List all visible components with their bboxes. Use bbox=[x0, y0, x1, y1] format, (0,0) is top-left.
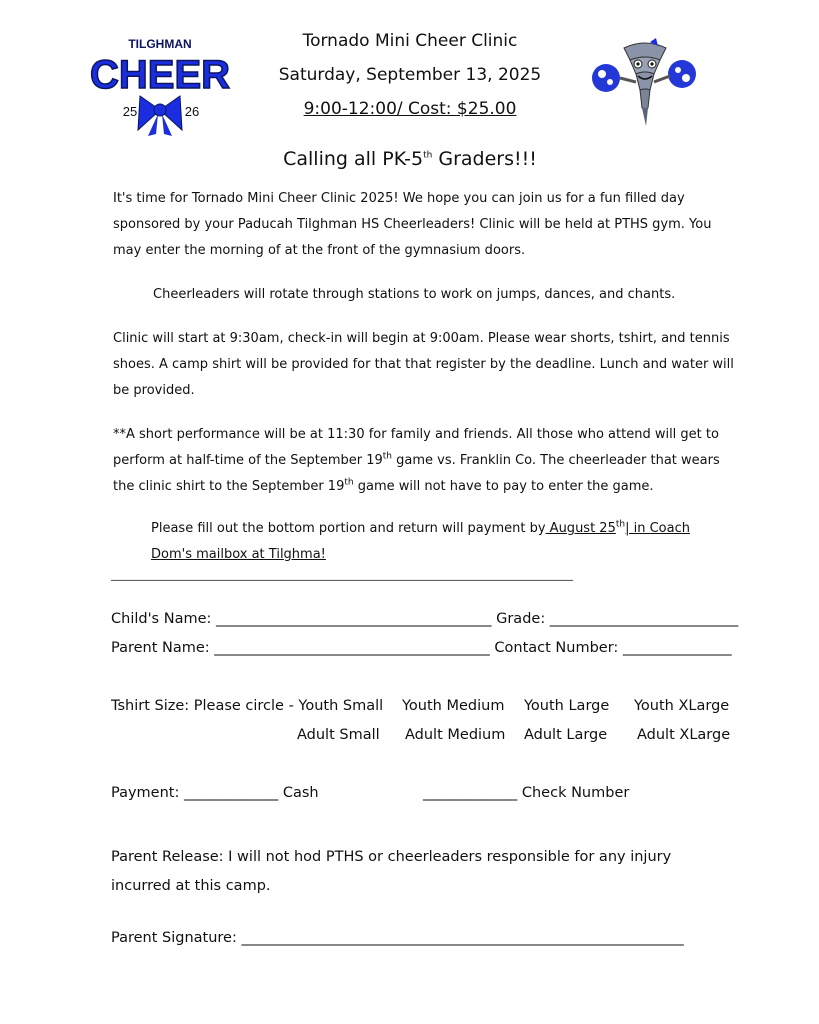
option-youth-large[interactable]: Youth Large bbox=[524, 698, 610, 714]
logo-year-right: 26 bbox=[184, 104, 200, 119]
event-time-cost: 9:00-12:00/ Cost: $25.00 bbox=[303, 99, 517, 119]
calling-pre: Calling all PK-5 bbox=[283, 148, 424, 170]
performance-paragraph bbox=[113, 422, 738, 500]
performance-sup-2: th bbox=[344, 477, 354, 488]
parent-name-field[interactable]: Parent Name: ______________________________________ Contact Number: _______________ bbox=[111, 640, 732, 656]
payment-cash-field[interactable]: Payment: _____________ Cash bbox=[111, 785, 319, 801]
tornado-mascot-icon bbox=[590, 38, 700, 130]
performance-text-2: game vs. Franklin Co. The cheerleader that wears the clinic shirt to the September 19 bbox=[113, 453, 720, 494]
return-note-line2: Dom's mailbox at Tilghma! bbox=[151, 547, 326, 562]
logo-top-text: TILGHMAN bbox=[128, 37, 192, 51]
bow-icon bbox=[138, 96, 182, 136]
performance-text-1: **A short performance will be at 11:30 for family and friends. All those who attend will get to perform at half-time of the September 19 bbox=[113, 427, 719, 468]
return-note bbox=[151, 516, 711, 568]
option-adult-large[interactable]: Adult Large bbox=[524, 727, 608, 743]
cut-line: ____________________________________________________________________________________ bbox=[111, 568, 573, 581]
intro-paragraph: It's time for Tornado Mini Cheer Clinic 2025! We hope you can join us for a fun filled day sponsored by your Paducah Tilghman HS Cheerleaders! Clinic will be held at PTHS gym. You may enter the morning of at the front of the gymnasium doors. bbox=[113, 191, 712, 258]
schedule-paragraph: Clinic will start at 9:30am, check-in will begin at 9:00am. Please wear shorts, tshirt, and tennis shoes. A camp shirt will be provided for that that register by the deadline. Lunch and water will be provided. bbox=[113, 331, 734, 398]
option-adult-medium[interactable]: Adult Medium bbox=[405, 727, 506, 743]
event-title: Tornado Mini Cheer Clinic bbox=[302, 31, 518, 51]
return-note-pre: Please fill out the bottom portion and return will payment by bbox=[151, 521, 546, 536]
return-note-post: | in Coach bbox=[625, 521, 690, 536]
option-youth-medium[interactable]: Youth Medium bbox=[402, 698, 505, 714]
option-adult-xlarge[interactable]: Adult XLarge bbox=[637, 727, 731, 743]
option-adult-small[interactable]: Adult Small bbox=[297, 727, 380, 743]
payment-check-field[interactable]: _____________ Check Number bbox=[423, 785, 630, 801]
parent-signature-field[interactable]: Parent Signature: _____________________________________________________________ bbox=[111, 930, 684, 946]
performance-text-3: game will not have to pay to enter the game. bbox=[353, 479, 654, 494]
child-name-field[interactable]: Child's Name: ______________________________________ Grade: __________________________ bbox=[111, 611, 739, 627]
calling-sup: th bbox=[423, 150, 433, 161]
performance-sup-1: th bbox=[382, 451, 393, 462]
cheer-logo bbox=[89, 30, 231, 138]
logo-year-left: 25 bbox=[122, 104, 138, 119]
return-deadline-sup: th bbox=[615, 519, 626, 530]
stations-paragraph: Cheerleaders will rotate through stations to work on jumps, dances, and chants. bbox=[153, 287, 676, 302]
parent-release: Parent Release: I will not hod PTHS or cheerleaders responsible for any injury incurred at this camp. bbox=[111, 849, 672, 894]
calling-heading bbox=[220, 148, 600, 170]
logo-main-text: CHEER bbox=[89, 53, 231, 97]
tshirt-label: Tshirt Size: Please circle - Youth Small bbox=[111, 698, 384, 714]
return-deadline: August 25 bbox=[545, 521, 616, 536]
calling-post: Graders!!! bbox=[432, 148, 537, 170]
option-youth-xlarge[interactable]: Youth XLarge bbox=[634, 698, 730, 714]
event-date: Saturday, September 13, 2025 bbox=[278, 65, 542, 85]
